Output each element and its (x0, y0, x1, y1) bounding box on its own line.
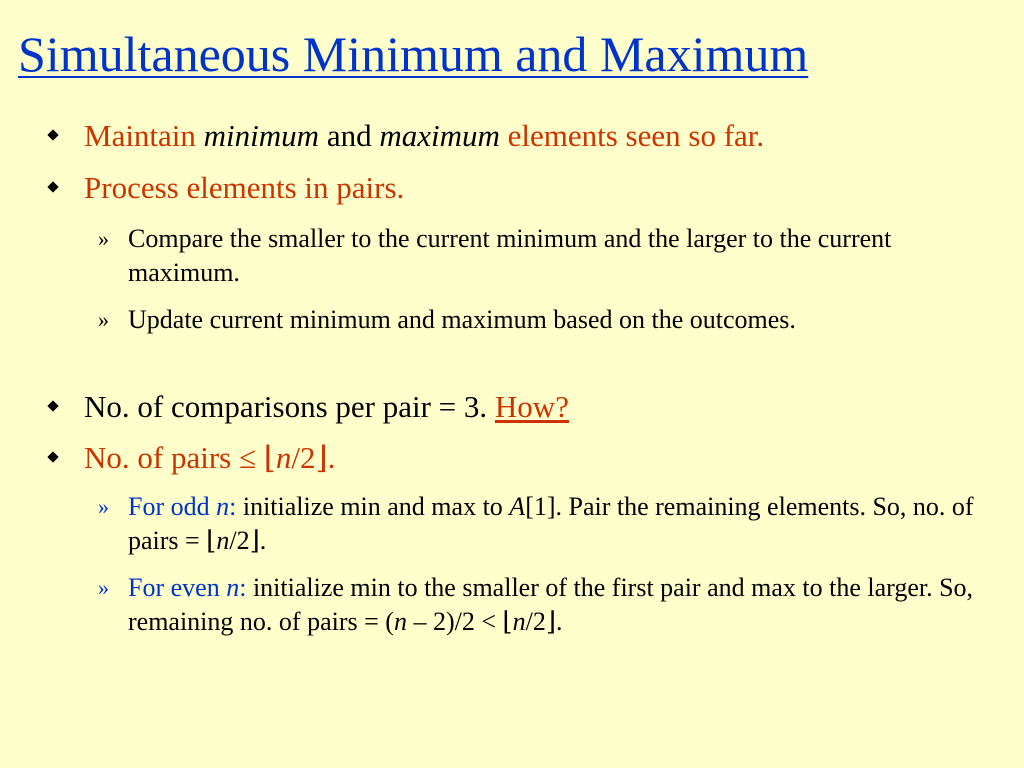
variable-n: n (226, 573, 240, 602)
even-text-2: – 2)/2 < (406, 607, 503, 636)
how-link[interactable]: How? (494, 389, 569, 424)
sub-bullet-text (128, 490, 978, 558)
sub-bullet-update (98, 303, 978, 337)
diamond-bullet-icon (48, 182, 59, 193)
sub-bullet-text: Compare the smaller to the current minimum and the larger to the current maximum. (128, 224, 892, 287)
floor-close-symbol: ⌋ (545, 607, 557, 636)
variable-n: n (216, 526, 230, 555)
floor-close-symbol: ⌋ (315, 440, 328, 475)
odd-text-2: [1]. Pair the remaining elements. So, no. of pairs = (128, 492, 974, 555)
divide-by-two: /2 (291, 440, 316, 475)
divide-by-two: /2 (525, 607, 546, 636)
bullet-text-suffix: . (327, 440, 336, 475)
sub-bullet-text (128, 571, 978, 639)
odd-text-end: . (259, 526, 267, 555)
sub-bullet-text: Update current minimum and maximum based on the outcomes. (128, 305, 796, 334)
odd-text-1: initialize min and max to (236, 492, 510, 521)
variable-A: A (509, 492, 526, 521)
bullet-text (84, 118, 764, 154)
variable-n: n (216, 492, 230, 521)
variable-n: n (512, 607, 526, 636)
sub-bullet-marker: » (98, 494, 109, 519)
bullet-text: Process elements in pairs. (84, 170, 405, 205)
sub-bullet-compare (98, 222, 978, 290)
floor-close-symbol: ⌋ (249, 526, 260, 555)
bullet-text-main: No. of comparisons per pair = 3. (84, 389, 495, 424)
emphasis-maximum: maximum (379, 118, 500, 153)
variable-n: n (393, 607, 407, 636)
floor-open-symbol: ⌊ (263, 440, 276, 475)
sub-bullet-even-n (98, 571, 978, 639)
floor-open-symbol: ⌊ (502, 607, 513, 636)
slide-title: Simultaneous Minimum and Maximum (18, 26, 809, 82)
bullet-text-prefix: Maintain (84, 118, 204, 153)
emphasis-minimum: minimum (203, 118, 320, 153)
diamond-bullet-icon (48, 130, 59, 141)
bullet-text (84, 440, 335, 476)
even-text-1: initialize min to the smaller of the first pair and max to the larger. So, remaining no. of pairs = ( (128, 573, 974, 636)
bullet-text-and: and (319, 118, 380, 153)
sub-bullet-marker: » (98, 226, 109, 251)
sub-bullet-odd-n (98, 490, 978, 558)
diamond-bullet-icon (48, 452, 59, 463)
even-label-colon: : (239, 573, 247, 602)
sub-bullet-marker: » (98, 575, 109, 600)
floor-open-symbol: ⌊ (206, 526, 217, 555)
odd-label: For odd (128, 492, 217, 521)
bullet-text-suffix: elements seen so far. (499, 118, 765, 153)
sub-bullet-marker: » (98, 307, 109, 332)
even-label: For even (128, 573, 227, 602)
odd-label-colon: : (229, 492, 237, 521)
bullet-text (84, 389, 569, 425)
divide-by-two: /2 (229, 526, 250, 555)
diamond-bullet-icon (48, 401, 59, 412)
variable-n: n (275, 440, 292, 475)
bullet-text-prefix: No. of pairs ≤ (84, 440, 264, 475)
even-text-end: . (556, 607, 563, 636)
